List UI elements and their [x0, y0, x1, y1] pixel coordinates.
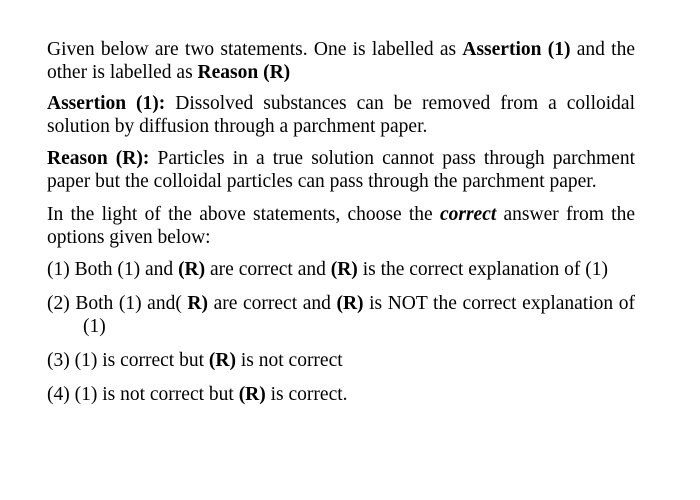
option-text: are correct and — [208, 293, 337, 314]
question-prompt — [47, 203, 635, 249]
intro-reason-label: Reason (R) — [197, 62, 291, 83]
option-text: is NOT the correct explanation of (1) — [83, 293, 635, 337]
option-bold: (R) — [208, 350, 236, 371]
option-bold: (R) — [330, 259, 358, 280]
assertion-statement — [47, 92, 635, 138]
option-text: is the correct explanation of (1) — [357, 259, 608, 280]
option-bold: (R) — [178, 259, 206, 280]
option-1[interactable] — [47, 258, 635, 281]
option-bold: (R) — [238, 384, 266, 405]
reason-text: Particles in a true solution cannot pass through parchment paper but the colloidal particles can pass through the parchment paper. — [47, 148, 635, 192]
reason-label: Reason (R): — [47, 148, 150, 169]
option-text: (4) (1) is not correct but — [47, 384, 239, 405]
option-text: is correct. — [265, 384, 348, 405]
question-text-after: answer from the options given below: — [47, 204, 635, 248]
assertion-text: Dissolved substances can be removed from a colloidal solution by diffusion through a parchment paper. — [47, 93, 635, 137]
intro-text: Given below are two statements. One is labelled as — [47, 39, 463, 60]
option-bold: (R) — [336, 293, 364, 314]
option-4[interactable] — [47, 383, 635, 406]
assertion-label: Assertion (1): — [47, 93, 166, 114]
question-text-before: In the light of the above statements, choose the — [47, 204, 440, 225]
intro-paragraph — [47, 38, 635, 84]
intro-assertion-label: Assertion (1) — [462, 39, 571, 60]
option-2[interactable] — [47, 292, 635, 338]
reason-statement — [47, 147, 635, 193]
option-text: (3) (1) is correct but — [47, 350, 209, 371]
intro-middle-text: and the other is labelled as — [47, 39, 635, 83]
option-bold: R) — [187, 293, 208, 314]
option-text: (1) Both (1) and — [47, 259, 179, 280]
option-3[interactable] — [47, 349, 635, 372]
option-text: is not correct — [235, 350, 343, 371]
question-block — [47, 38, 635, 406]
options-list — [47, 258, 635, 406]
option-text: are correct and — [205, 259, 331, 280]
option-text: (2) Both (1) and( — [47, 293, 188, 314]
question-emphasis: correct — [439, 204, 497, 225]
